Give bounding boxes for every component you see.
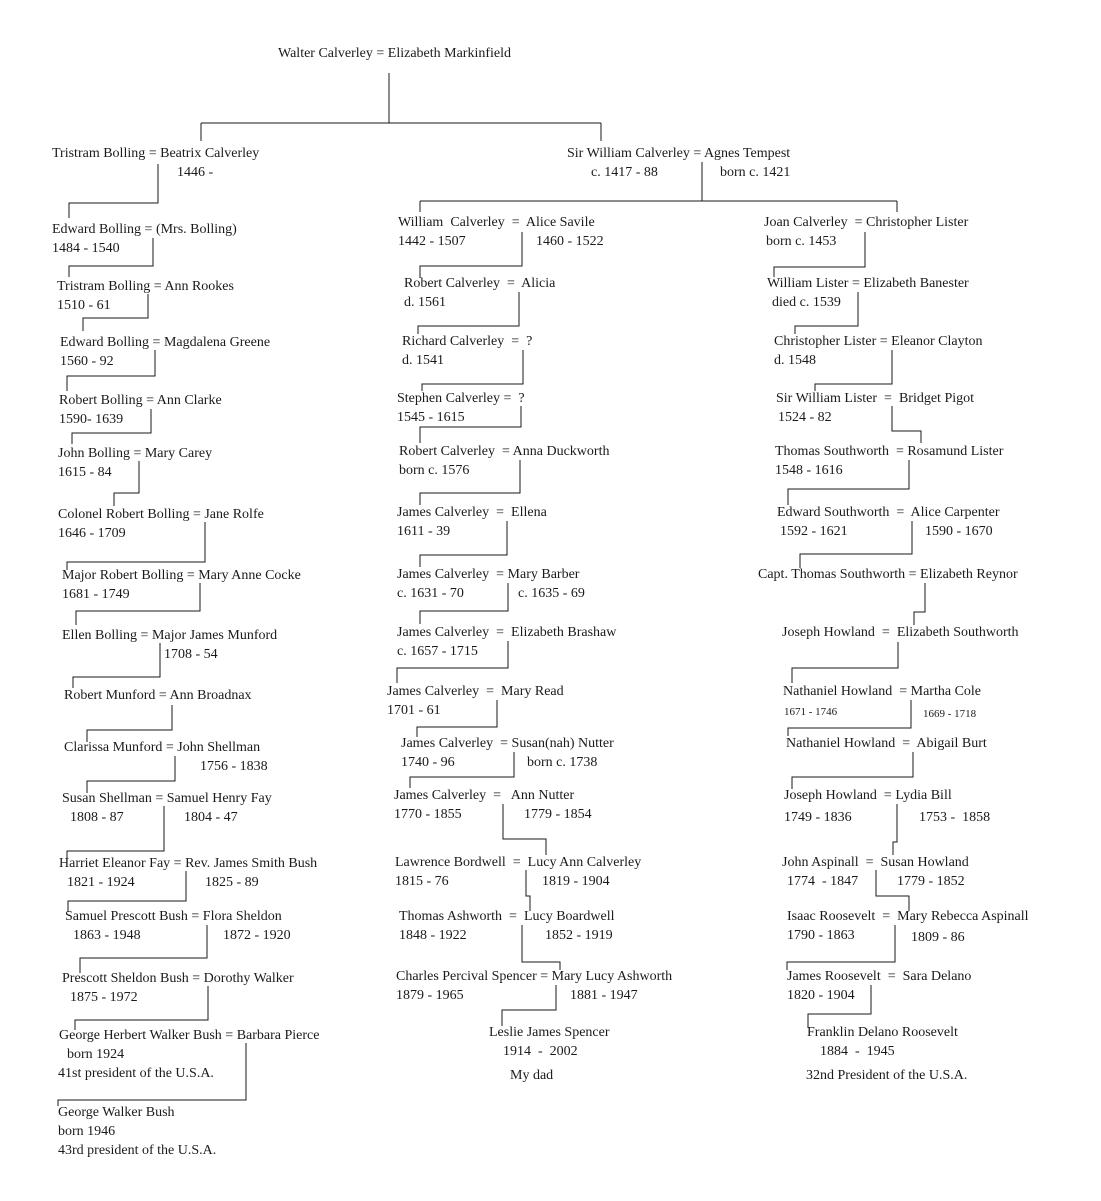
mid-gen-7-couple: James Calverley = Mary Barber: [397, 567, 580, 582]
mid-gen-12-dates-b: 1819 - 1904: [542, 874, 610, 889]
left-gen-8-dates: 1708 - 54: [164, 647, 218, 662]
left-gen-12-dates-a: 1821 - 1924: [67, 875, 135, 890]
mid-gen-10-couple: James Calverley = Susan(nah) Nutter: [401, 736, 614, 751]
far-gen-2-couple: William Lister = Elizabeth Banester: [767, 276, 969, 291]
far-gen-11-couple: Joseph Howland = Lydia Bill: [784, 788, 952, 803]
left-gen-3-dates: 1560 - 92: [60, 354, 114, 369]
far-final-dates: 1884 - 1945: [820, 1044, 895, 1059]
left-gen-6-couple: Colonel Robert Bolling = Jane Rolfe: [58, 507, 264, 522]
left-gen-4-couple: Robert Bolling = Ann Clarke: [59, 393, 222, 408]
far-gen-14-dates: 1820 - 1904: [787, 988, 855, 1003]
left-gen-2-dates: 1510 - 61: [57, 298, 111, 313]
far-gen-7-couple: Capt. Thomas Southworth = Elizabeth Reynor: [758, 567, 1018, 582]
far-gen-8-couple: Joseph Howland = Elizabeth Southworth: [782, 625, 1019, 640]
root-couple: Walter Calverley = Elizabeth Markinfield: [278, 46, 512, 61]
mid-gen-3-dates: d. 1541: [402, 353, 444, 368]
far-gen-2-dates: died c. 1539: [772, 295, 841, 310]
mid-gen-1-couple: William Calverley = Alice Savile: [398, 215, 595, 230]
far-gen-4-couple: Sir William Lister = Bridget Pigot: [776, 391, 975, 406]
left-gen-13-couple: Samuel Prescott Bush = Flora Sheldon: [65, 909, 282, 924]
mid-gen-2-couple: Robert Calverley = Alicia: [404, 276, 556, 291]
left-final-name: George Walker Bush: [58, 1105, 175, 1120]
left-gen-14-dates: 1875 - 1972: [70, 990, 138, 1005]
left-gen-8-couple: Ellen Bolling = Major James Munford: [62, 628, 278, 643]
right-top-couple: Sir William Calverley = Agnes Tempest: [567, 146, 791, 161]
far-gen-13-dates-b: 1809 - 86: [911, 930, 965, 945]
mid-gen-14-dates-b: 1881 - 1947: [570, 988, 638, 1003]
mid-final-name: Leslie James Spencer: [489, 1025, 610, 1040]
left-final-note: 43rd president of the U.S.A.: [58, 1143, 217, 1158]
mid-gen-4-couple: Stephen Calverley = ?: [397, 391, 525, 406]
mid-gen-10-dates-b: born c. 1738: [527, 755, 598, 770]
mid-gen-8-dates: c. 1657 - 1715: [397, 644, 478, 659]
far-gen-11-dates-b: 1753 - 1858: [919, 810, 991, 825]
mid-gen-11-dates-a: 1770 - 1855: [394, 807, 462, 822]
mid-gen-4-dates: 1545 - 1615: [397, 410, 465, 425]
far-gen-6-couple: Edward Southworth = Alice Carpenter: [777, 505, 1000, 520]
left-gen-10-dates: 1756 - 1838: [200, 759, 268, 774]
left-gen-11-dates-b: 1804 - 47: [184, 810, 238, 825]
far-gen-13-couple: Isaac Roosevelt = Mary Rebecca Aspinall: [787, 909, 1029, 924]
left-gen-7-couple: Major Robert Bolling = Mary Anne Cocke: [62, 568, 301, 583]
left-gen-11-couple: Susan Shellman = Samuel Henry Fay: [62, 791, 272, 806]
far-gen-1-dates: born c. 1453: [766, 234, 837, 249]
left-gen-9-couple: Robert Munford = Ann Broadnax: [64, 688, 252, 703]
left-gen-13-dates-a: 1863 - 1948: [73, 928, 141, 943]
mid-gen-5-dates: born c. 1576: [399, 463, 470, 478]
left-final-dates: born 1946: [58, 1124, 116, 1139]
far-gen-9-dates-b: 1669 - 1718: [923, 708, 977, 720]
far-gen-12-dates-a: 1774 - 1847: [787, 874, 859, 889]
mid-gen-2-dates: d. 1561: [404, 295, 446, 310]
far-final-note: 32nd President of the U.S.A.: [806, 1068, 968, 1083]
left-gen-3-couple: Edward Bolling = Magdalena Greene: [60, 335, 271, 350]
mid-gen-3-couple: Richard Calverley = ?: [402, 334, 533, 349]
mid-gen-8-couple: James Calverley = Elizabeth Brashaw: [397, 625, 617, 640]
left-gen-11-dates-a: 1808 - 87: [70, 810, 124, 825]
far-gen-11-dates-a: 1749 - 1836: [784, 810, 852, 825]
far-gen-5-couple: Thomas Southworth = Rosamund Lister: [775, 444, 1004, 459]
far-gen-3-dates: d. 1548: [774, 353, 816, 368]
mid-gen-13-dates-b: 1852 - 1919: [545, 928, 613, 943]
left-gen-14-couple: Prescott Sheldon Bush = Dorothy Walker: [62, 971, 294, 986]
far-gen-12-couple: John Aspinall = Susan Howland: [782, 855, 969, 870]
mid-gen-6-couple: James Calverley = Ellena: [397, 505, 547, 520]
left-top-couple: Tristram Bolling = Beatrix Calverley: [52, 146, 260, 161]
mid-gen-13-couple: Thomas Ashworth = Lucy Boardwell: [399, 909, 615, 924]
mid-gen-5-couple: Robert Calverley = Anna Duckworth: [399, 444, 610, 459]
far-gen-1-couple: Joan Calverley = Christopher Lister: [764, 215, 969, 230]
right-top-dates-a: c. 1417 - 88: [591, 165, 658, 180]
left-gen-1-couple: Edward Bolling = (Mrs. Bolling): [52, 222, 237, 237]
far-gen-5-dates: 1548 - 1616: [775, 463, 843, 478]
left-gen-4-dates: 1590- 1639: [59, 412, 124, 427]
left-gen-15-dates: born 1924: [67, 1047, 125, 1062]
mid-gen-7-dates-a: c. 1631 - 70: [397, 586, 464, 601]
mid-gen-11-dates-b: 1779 - 1854: [524, 807, 592, 822]
mid-gen-11-couple: James Calverley = Ann Nutter: [394, 788, 575, 803]
left-gen-5-dates: 1615 - 84: [58, 465, 112, 480]
mid-gen-12-couple: Lawrence Bordwell = Lucy Ann Calverley: [395, 855, 642, 870]
far-gen-9-couple: Nathaniel Howland = Martha Cole: [783, 684, 982, 699]
left-gen-5-couple: John Bolling = Mary Carey: [58, 446, 213, 461]
mid-gen-7-dates-b: c. 1635 - 69: [518, 586, 585, 601]
far-gen-10-couple: Nathaniel Howland = Abigail Burt: [786, 736, 987, 751]
mid-final-note: My dad: [510, 1068, 554, 1083]
left-gen-6-dates: 1646 - 1709: [58, 526, 126, 541]
mid-gen-10-dates-a: 1740 - 96: [401, 755, 455, 770]
left-gen-12-dates-b: 1825 - 89: [205, 875, 259, 890]
left-top-dates: 1446 -: [177, 165, 214, 180]
mid-gen-9-couple: James Calverley = Mary Read: [387, 684, 564, 699]
far-gen-9-dates-a: 1671 - 1746: [784, 706, 838, 718]
mid-gen-1-dates-a: 1442 - 1507: [398, 234, 466, 249]
mid-gen-6-dates: 1611 - 39: [397, 524, 451, 539]
right-top-dates-b: born c. 1421: [720, 165, 791, 180]
far-gen-6-dates-b: 1590 - 1670: [925, 524, 993, 539]
far-gen-12-dates-b: 1779 - 1852: [897, 874, 965, 889]
left-gen-15-note: 41st president of the U.S.A.: [58, 1066, 214, 1081]
left-gen-2-couple: Tristram Bolling = Ann Rookes: [57, 279, 234, 294]
left-gen-15-couple: George Herbert Walker Bush = Barbara Pierce: [59, 1028, 320, 1043]
mid-gen-1-dates-b: 1460 - 1522: [536, 234, 604, 249]
mid-gen-14-dates-a: 1879 - 1965: [396, 988, 464, 1003]
far-gen-4-dates: 1524 - 82: [778, 410, 832, 425]
mid-gen-14-couple: Charles Percival Spencer = Mary Lucy Ashworth: [396, 969, 673, 984]
left-gen-1-dates: 1484 - 1540: [52, 241, 120, 256]
left-gen-10-couple: Clarissa Munford = John Shellman: [64, 740, 261, 755]
far-gen-14-couple: James Roosevelt = Sara Delano: [787, 969, 972, 984]
mid-gen-12-dates-a: 1815 - 76: [395, 874, 449, 889]
mid-gen-9-dates: 1701 - 61: [387, 703, 441, 718]
far-gen-3-couple: Christopher Lister = Eleanor Clayton: [774, 334, 983, 349]
far-gen-13-dates-a: 1790 - 1863: [787, 928, 855, 943]
left-gen-12-couple: Harriet Eleanor Fay = Rev. James Smith Bush: [59, 856, 318, 871]
far-gen-6-dates-a: 1592 - 1621: [780, 524, 848, 539]
far-final-name: Franklin Delano Roosevelt: [807, 1025, 958, 1040]
left-gen-7-dates: 1681 - 1749: [62, 587, 130, 602]
left-gen-13-dates-b: 1872 - 1920: [223, 928, 291, 943]
mid-gen-13-dates-a: 1848 - 1922: [399, 928, 467, 943]
mid-final-dates: 1914 - 2002: [503, 1044, 578, 1059]
